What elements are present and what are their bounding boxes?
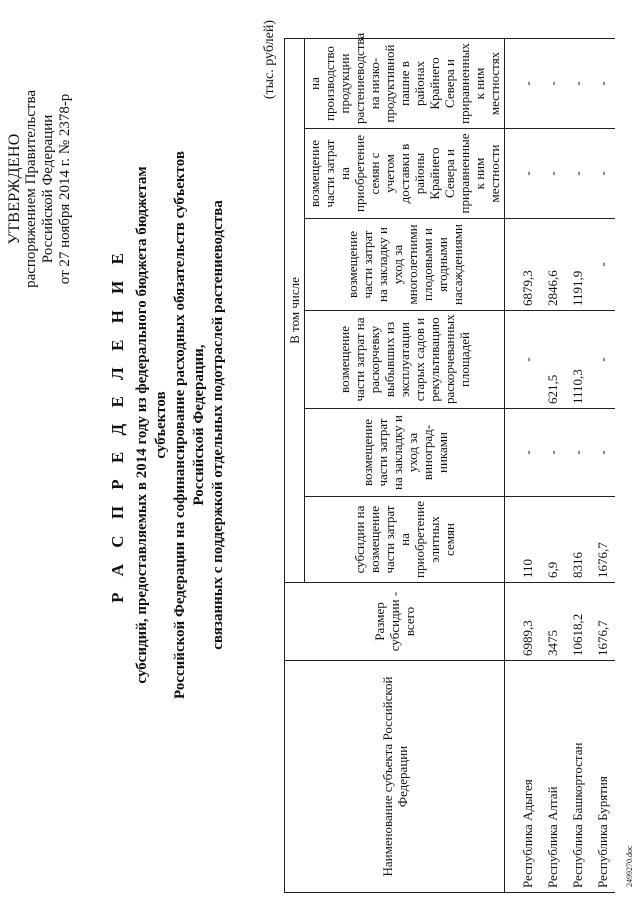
low-productivity-value: - — [505, 38, 541, 128]
seed-delivery-value: - — [505, 129, 541, 219]
table-row — [505, 38, 541, 892]
header-total: Размер субсидии - всего — [285, 583, 505, 661]
heading-word: Р А С П Р Е Д Е Л Е Н И Е — [108, 247, 127, 603]
approval-line-1: распоряжением Правительства — [23, 90, 39, 288]
table-row — [590, 38, 615, 892]
approval-line-2: Российской Федерации — [40, 114, 56, 264]
header-subject-name: Наименование субъекта Российской Федерации — [285, 661, 505, 893]
subject-name: Республика Адыгея — [505, 661, 541, 893]
table-row — [540, 38, 565, 892]
uprooting-value: 621,5 — [540, 311, 565, 409]
uprooting-value: - — [505, 311, 541, 409]
header-elite-seeds: субсидии на возмещение части затрат на приобретение элитных семян — [305, 497, 505, 583]
elite-seeds-value: 1676,7 — [590, 497, 615, 583]
heading-line-3: связанных с поддержкой отдельных подотраслей растениеводства — [210, 200, 226, 650]
approval-line-3: от 27 ноября 2014 г. № 2378-р — [57, 93, 73, 285]
subsidy-table — [284, 32, 615, 893]
total-value: 6989,3 — [505, 583, 541, 661]
uprooting-value: - — [590, 311, 615, 409]
heading-line-2: Российской Федерации на софинансирование расходных обязательств субъектов Российской Федерации, — [172, 151, 207, 699]
low-productivity-value: - — [540, 38, 565, 128]
perennial-value: 6879,3 — [505, 219, 541, 311]
vineyards-value: - — [540, 409, 565, 497]
total-value: 10618,2 — [565, 583, 590, 661]
perennial-value: 1191,9 — [565, 219, 590, 311]
heading-line-1: субсидий, предоставляемых в 2014 году из федерального бюджета бюджетам субъектов — [134, 166, 169, 684]
uprooting-value: 1110,3 — [565, 311, 590, 409]
elite-seeds-value: 6,9 — [540, 497, 565, 583]
vineyards-value: - — [565, 409, 590, 497]
header-seed-delivery: возмещение части затрат на приобретение семян с учетом доставки в районы Крайнего Севера и приравненные к ним местности — [305, 129, 505, 219]
header-low-productivity-land: на производство продукции растениеводства на низко-продуктивной пашне в районах Крайнего Севера и приравненных к ним местностях — [305, 38, 505, 128]
header-uprooting: возмещение части затрат на раскорчевку выбывших из эксплуатации старых садов и рекультивацию раскорчеванных площадей — [305, 311, 505, 409]
seed-delivery-value: - — [590, 129, 615, 219]
subject-name: Республика Алтай — [540, 661, 565, 893]
header-vineyards: возмещение части затрат на закладку и уход за виноград-никами — [305, 409, 505, 497]
units-label: (тыс. рублей) — [262, 20, 277, 100]
header-perennial-plantings: возмещение части затрат на закладку и уход за многолетними плодовыми и ягодными насаждениями — [305, 219, 505, 311]
subject-name: Республика Бурятия — [590, 661, 615, 893]
subject-name: Республика Башкортостан — [565, 661, 590, 893]
vineyards-value: - — [505, 409, 541, 497]
table-row — [565, 38, 590, 892]
approval-title: УТВЕРЖДЕНО — [6, 133, 23, 245]
total-value: 3475 — [540, 583, 565, 661]
perennial-value: - — [590, 219, 615, 311]
low-productivity-value: - — [590, 38, 615, 128]
seed-delivery-value: - — [565, 129, 590, 219]
perennial-value: 2846,6 — [540, 219, 565, 311]
document-code: 2499270.doc — [625, 845, 634, 887]
total-value: 1676,7 — [590, 583, 615, 661]
document-heading — [108, 145, 228, 705]
approval-stamp — [6, 90, 74, 288]
elite-seeds-value: 8316 — [565, 497, 590, 583]
header-including: В том числе — [285, 38, 305, 582]
low-productivity-value: - — [565, 38, 590, 128]
vineyards-value: - — [590, 409, 615, 497]
elite-seeds-value: 110 — [505, 497, 541, 583]
seed-delivery-value: - — [540, 129, 565, 219]
